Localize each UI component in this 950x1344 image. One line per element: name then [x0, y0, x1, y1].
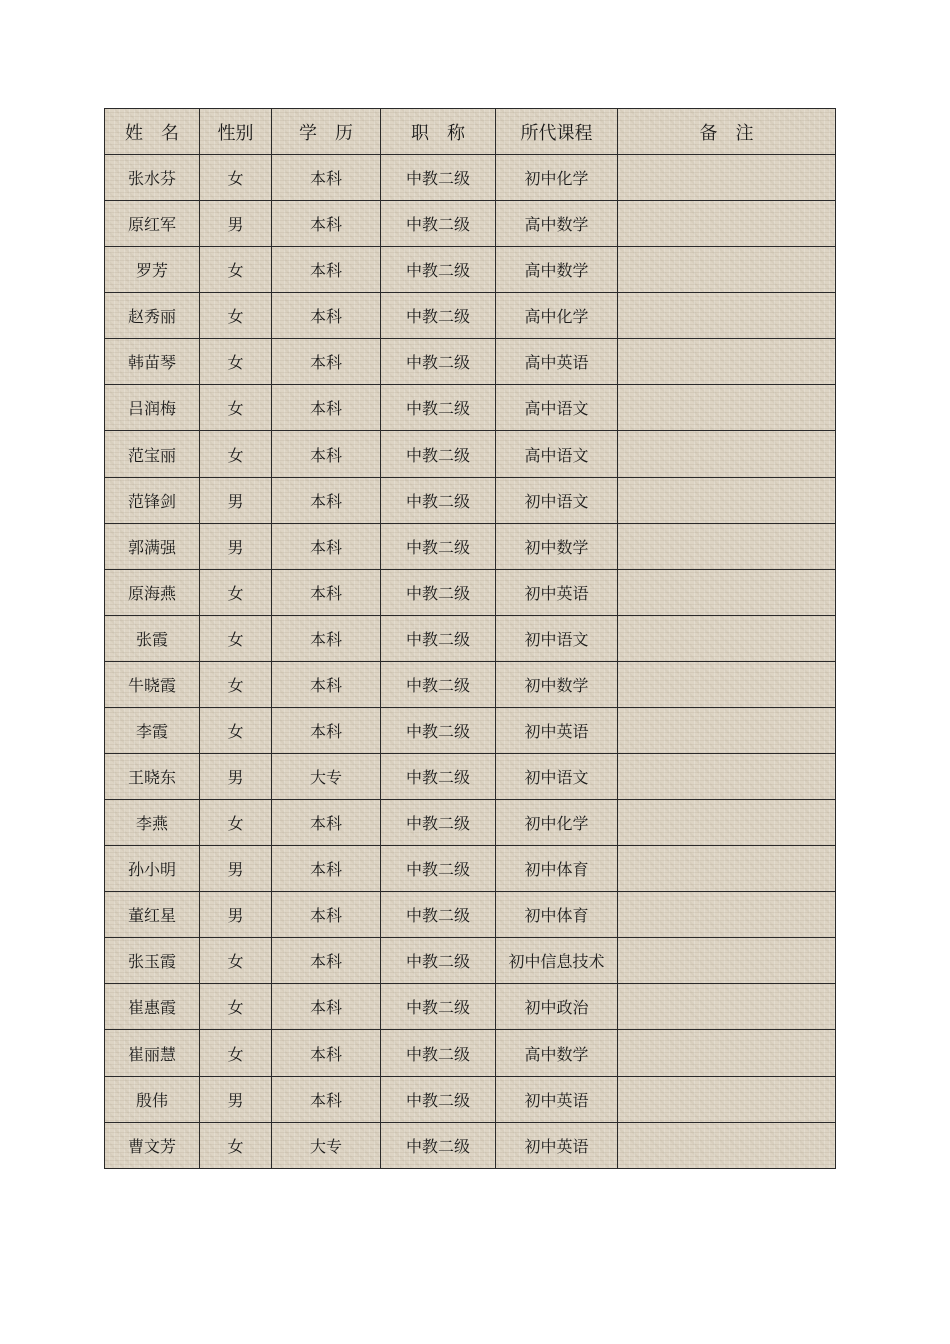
cell-name: 孙小明 — [105, 846, 200, 892]
cell-title: 中教二级 — [381, 846, 496, 892]
cell-education: 本科 — [272, 385, 381, 431]
cell-course: 初中化学 — [496, 800, 618, 846]
cell-education: 本科 — [272, 293, 381, 339]
cell-gender: 女 — [200, 247, 272, 293]
cell-name: 崔惠霞 — [105, 984, 200, 1030]
cell-title: 中教二级 — [381, 201, 496, 247]
cell-remark — [618, 938, 836, 984]
cell-gender: 男 — [200, 846, 272, 892]
cell-education: 本科 — [272, 661, 381, 707]
table-row — [105, 247, 836, 293]
cell-education: 本科 — [272, 892, 381, 938]
cell-remark — [618, 984, 836, 1030]
cell-education: 本科 — [272, 569, 381, 615]
cell-remark — [618, 293, 836, 339]
cell-education: 本科 — [272, 201, 381, 247]
cell-remark — [618, 1030, 836, 1076]
cell-title: 中教二级 — [381, 247, 496, 293]
cell-title: 中教二级 — [381, 615, 496, 661]
cell-gender: 女 — [200, 800, 272, 846]
table-header-row — [105, 109, 836, 155]
header-education: 学 历 — [272, 109, 381, 155]
cell-title: 中教二级 — [381, 431, 496, 477]
cell-name: 原海燕 — [105, 569, 200, 615]
cell-title: 中教二级 — [381, 661, 496, 707]
cell-title: 中教二级 — [381, 800, 496, 846]
table-row — [105, 1122, 836, 1168]
cell-gender: 女 — [200, 661, 272, 707]
cell-course: 初中政治 — [496, 984, 618, 1030]
cell-title: 中教二级 — [381, 1076, 496, 1122]
cell-education: 本科 — [272, 247, 381, 293]
cell-name: 张水芬 — [105, 155, 200, 201]
cell-education: 大专 — [272, 1122, 381, 1168]
cell-name: 郭满强 — [105, 523, 200, 569]
cell-gender: 女 — [200, 1030, 272, 1076]
cell-name: 牛晓霞 — [105, 661, 200, 707]
table-row — [105, 846, 836, 892]
header-gender: 性别 — [200, 109, 272, 155]
table-body — [105, 155, 836, 1169]
cell-remark — [618, 892, 836, 938]
cell-gender: 男 — [200, 892, 272, 938]
cell-remark — [618, 1076, 836, 1122]
table-row — [105, 800, 836, 846]
cell-gender: 男 — [200, 201, 272, 247]
cell-title: 中教二级 — [381, 339, 496, 385]
cell-education: 本科 — [272, 1030, 381, 1076]
table-row — [105, 615, 836, 661]
cell-remark — [618, 754, 836, 800]
cell-course: 初中化学 — [496, 155, 618, 201]
cell-education: 本科 — [272, 846, 381, 892]
cell-course: 高中数学 — [496, 1030, 618, 1076]
cell-remark — [618, 707, 836, 753]
cell-education: 本科 — [272, 938, 381, 984]
cell-education: 本科 — [272, 477, 381, 523]
cell-gender: 女 — [200, 615, 272, 661]
cell-course: 高中数学 — [496, 247, 618, 293]
table-row — [105, 155, 836, 201]
cell-name: 原红军 — [105, 201, 200, 247]
cell-education: 本科 — [272, 1076, 381, 1122]
cell-remark — [618, 201, 836, 247]
cell-course: 初中数学 — [496, 523, 618, 569]
cell-title: 中教二级 — [381, 523, 496, 569]
cell-course: 高中英语 — [496, 339, 618, 385]
cell-name: 范宝丽 — [105, 431, 200, 477]
cell-course: 高中化学 — [496, 293, 618, 339]
cell-title: 中教二级 — [381, 892, 496, 938]
cell-education: 本科 — [272, 800, 381, 846]
cell-title: 中教二级 — [381, 984, 496, 1030]
cell-gender: 女 — [200, 385, 272, 431]
cell-title: 中教二级 — [381, 754, 496, 800]
cell-course: 初中信息技术 — [496, 938, 618, 984]
teacher-table-sheet — [104, 108, 835, 1169]
table-row — [105, 431, 836, 477]
cell-title: 中教二级 — [381, 385, 496, 431]
cell-education: 本科 — [272, 707, 381, 753]
cell-course: 初中英语 — [496, 707, 618, 753]
cell-name: 曹文芳 — [105, 1122, 200, 1168]
cell-remark — [618, 477, 836, 523]
table-row — [105, 569, 836, 615]
table-row — [105, 754, 836, 800]
table-row — [105, 938, 836, 984]
cell-gender: 女 — [200, 1122, 272, 1168]
table-row — [105, 1076, 836, 1122]
cell-name: 张玉霞 — [105, 938, 200, 984]
teacher-table — [104, 108, 836, 1169]
cell-name: 罗芳 — [105, 247, 200, 293]
cell-gender: 女 — [200, 293, 272, 339]
cell-name: 范锋剑 — [105, 477, 200, 523]
cell-name: 殷伟 — [105, 1076, 200, 1122]
cell-name: 韩苗琴 — [105, 339, 200, 385]
cell-course: 初中语文 — [496, 754, 618, 800]
cell-course: 初中英语 — [496, 569, 618, 615]
cell-name: 吕润梅 — [105, 385, 200, 431]
cell-course: 初中数学 — [496, 661, 618, 707]
table-row — [105, 201, 836, 247]
cell-remark — [618, 431, 836, 477]
cell-title: 中教二级 — [381, 477, 496, 523]
cell-name: 李霞 — [105, 707, 200, 753]
cell-title: 中教二级 — [381, 293, 496, 339]
cell-title: 中教二级 — [381, 707, 496, 753]
table-row — [105, 523, 836, 569]
cell-remark — [618, 569, 836, 615]
cell-remark — [618, 1122, 836, 1168]
table-row — [105, 293, 836, 339]
cell-name: 李燕 — [105, 800, 200, 846]
cell-gender: 女 — [200, 431, 272, 477]
cell-education: 本科 — [272, 984, 381, 1030]
cell-name: 崔丽慧 — [105, 1030, 200, 1076]
cell-remark — [618, 800, 836, 846]
header-name: 姓 名 — [105, 109, 200, 155]
cell-course: 初中语文 — [496, 477, 618, 523]
table-row — [105, 892, 836, 938]
header-title: 职 称 — [381, 109, 496, 155]
cell-education: 本科 — [272, 431, 381, 477]
header-remark: 备 注 — [618, 109, 836, 155]
cell-title: 中教二级 — [381, 1030, 496, 1076]
cell-title: 中教二级 — [381, 155, 496, 201]
cell-course: 初中体育 — [496, 892, 618, 938]
table-row — [105, 385, 836, 431]
table-row — [105, 477, 836, 523]
cell-course: 初中英语 — [496, 1122, 618, 1168]
cell-remark — [618, 385, 836, 431]
cell-gender: 男 — [200, 523, 272, 569]
cell-course: 初中体育 — [496, 846, 618, 892]
cell-name: 张霞 — [105, 615, 200, 661]
cell-course: 高中数学 — [496, 201, 618, 247]
cell-gender: 女 — [200, 155, 272, 201]
table-row — [105, 707, 836, 753]
cell-education: 本科 — [272, 523, 381, 569]
cell-name: 赵秀丽 — [105, 293, 200, 339]
cell-remark — [618, 523, 836, 569]
cell-gender: 女 — [200, 339, 272, 385]
cell-gender: 女 — [200, 707, 272, 753]
cell-name: 董红星 — [105, 892, 200, 938]
table-row — [105, 339, 836, 385]
cell-gender: 女 — [200, 569, 272, 615]
cell-title: 中教二级 — [381, 1122, 496, 1168]
cell-remark — [618, 155, 836, 201]
cell-gender: 男 — [200, 1076, 272, 1122]
cell-remark — [618, 846, 836, 892]
cell-course: 初中英语 — [496, 1076, 618, 1122]
cell-course: 高中语文 — [496, 385, 618, 431]
cell-title: 中教二级 — [381, 569, 496, 615]
cell-gender: 女 — [200, 938, 272, 984]
cell-remark — [618, 247, 836, 293]
cell-gender: 男 — [200, 477, 272, 523]
header-course: 所代课程 — [496, 109, 618, 155]
table-row — [105, 984, 836, 1030]
cell-remark — [618, 661, 836, 707]
cell-course: 高中语文 — [496, 431, 618, 477]
cell-gender: 女 — [200, 984, 272, 1030]
cell-gender: 男 — [200, 754, 272, 800]
cell-remark — [618, 615, 836, 661]
cell-name: 王晓东 — [105, 754, 200, 800]
cell-education: 本科 — [272, 615, 381, 661]
table-row — [105, 1030, 836, 1076]
cell-course: 初中语文 — [496, 615, 618, 661]
cell-education: 大专 — [272, 754, 381, 800]
cell-title: 中教二级 — [381, 938, 496, 984]
table-row — [105, 661, 836, 707]
cell-remark — [618, 339, 836, 385]
cell-education: 本科 — [272, 339, 381, 385]
cell-education: 本科 — [272, 155, 381, 201]
